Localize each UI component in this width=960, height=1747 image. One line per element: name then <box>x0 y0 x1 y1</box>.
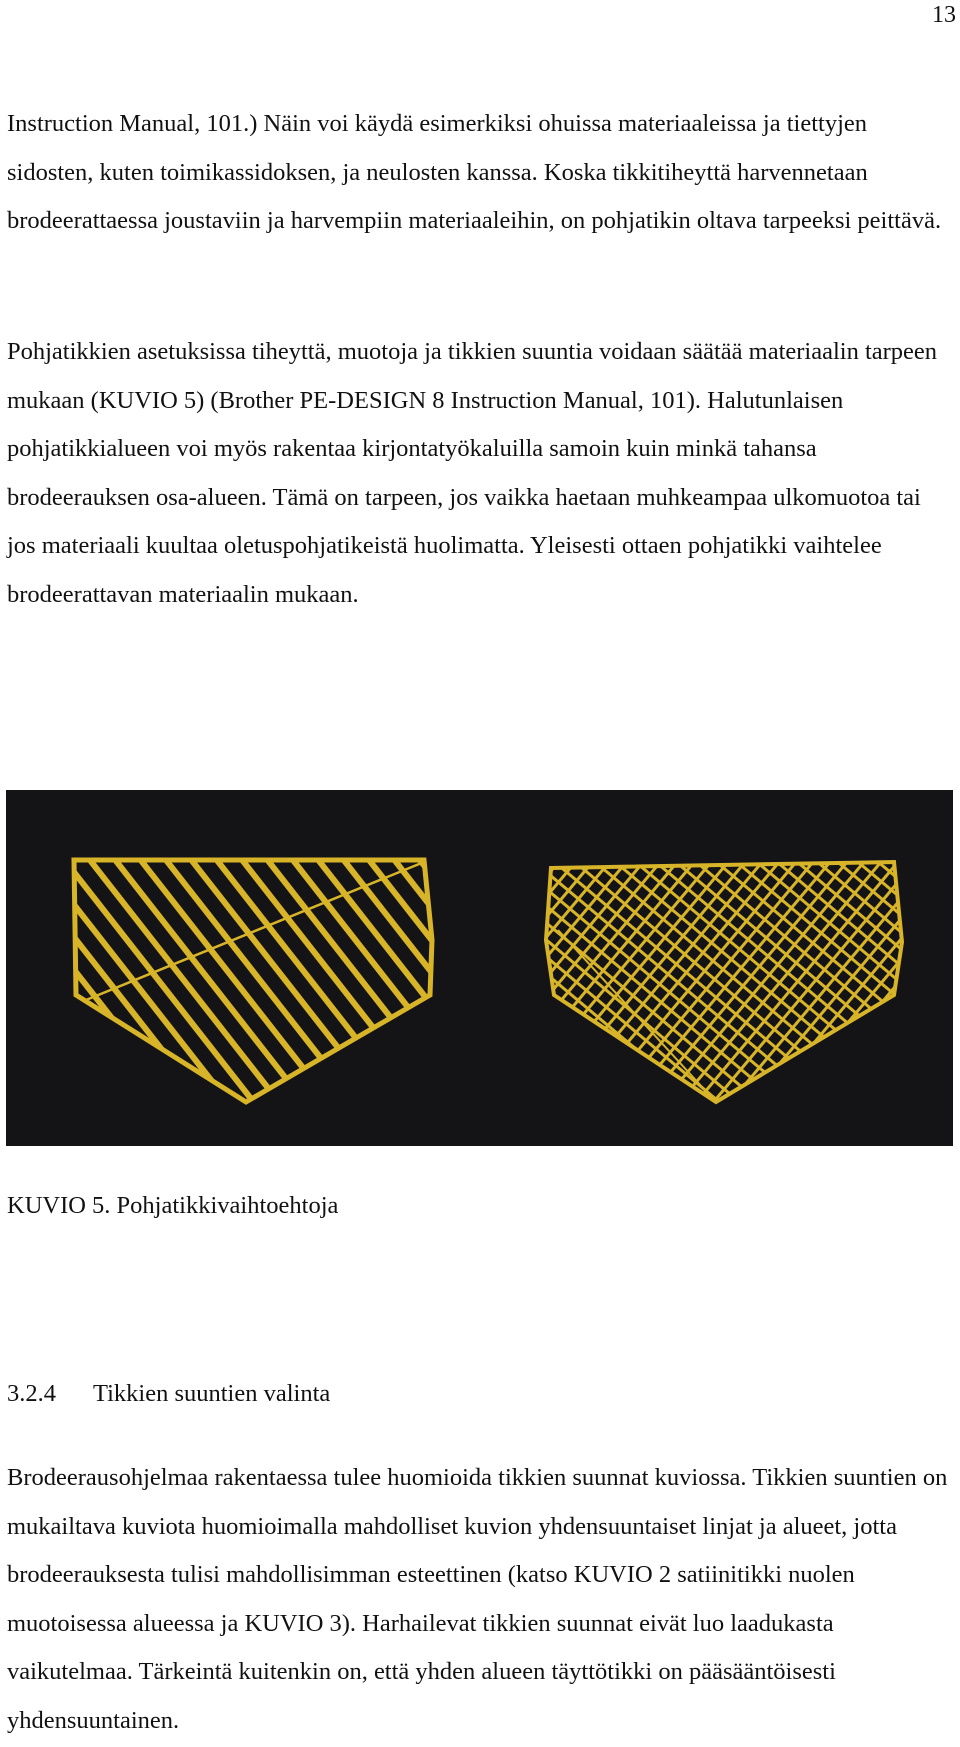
figure-caption: KUVIO 5. Pohjatikkivaihtoehtoja <box>7 1192 339 1219</box>
section-heading <box>7 1378 330 1410</box>
embroidery-photo <box>6 790 953 1146</box>
paragraph-1: Instruction Manual, 101.) Näin voi käydä esimerkiksi ohuissa materiaaleissa ja tiettyjen sidosten, kuten toimikassidoksen, ja neulosten kanssa. Koska tikkitiheyttä harvennetaan brodeerattaessa joustaviin ja harvempiin materiaaleihin, on pohjatikin oltava tarpeeksi peittävä. <box>7 110 942 235</box>
page-number: 13 <box>932 2 956 28</box>
section-title: Tikkien suuntien valinta <box>93 1380 331 1407</box>
paragraph-3: Brodeerausohjelmaa rakentaessa tulee huomioida tikkien suunnat kuviossa. Tikkien suuntien on mukailtava kuviota huomioimalla mahdolliset kuvion yhdensuuntaiset linjat ja alueet, jotta brodeerauksesta tulisi mahdollisimman esteettinen (katso KUVIO 2 satiinitikki nuolen muotoisessa alueessa ja KUVIO 3). Harhailevat tikkien suunnat eivät luo laadukasta vaikutelmaa. Tärkeintä kuitenkin on, että yhden alueen täyttötikki on pääsääntöisesti yhdensuuntainen. <box>7 1464 948 1734</box>
section-number: 3.2.4 <box>7 1380 56 1407</box>
paragraph-2: Pohjatikkien asetuksissa tiheyttä, muotoja ja tikkien suuntia voidaan säätää materiaalin tarpeen mukaan (KUVIO 5) (Brother PE-DESIGN 8 Instruction Manual, 101). Halutunlaisen pohjatikkialueen voi myös rakentaa kirjontatyökaluilla samoin kuin minkä tahansa brodeerauksen osa-alueen. Tämä on tarpeen, jos vaikka haetaan muhkeampaa ulkomuotoa tai jos materiaali kuultaa oletuspohjatikeistä huolimatta. Yleisesti ottaen pohjatikki vaihtelee brodeerattavan materiaalin mukaan. <box>7 338 938 608</box>
figure-embroidery-photo <box>6 790 953 1146</box>
